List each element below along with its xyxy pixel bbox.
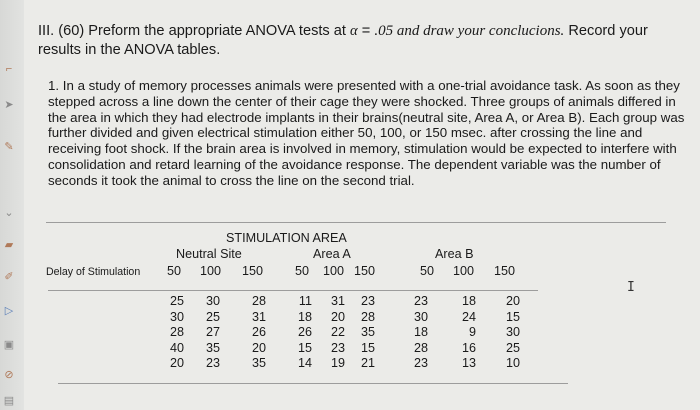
- delay-area-b-100: 100: [453, 264, 475, 278]
- table-cell: 21: [360, 356, 375, 370]
- table-cell: 26: [251, 325, 266, 339]
- table-cell: 18: [413, 325, 428, 339]
- heading-text: III. (60) Preform the appropriate ANOVA tests at: [38, 23, 351, 39]
- group-neutral-site: Neutral Site: [176, 247, 242, 261]
- table-cell: 23: [360, 294, 375, 308]
- table-cell: 30: [169, 309, 184, 324]
- table-cell: 25: [205, 309, 220, 324]
- arrow-icon[interactable]: ➤: [4, 99, 14, 111]
- delay-neutral-100: 100: [200, 264, 222, 278]
- table-cell: 30: [505, 325, 520, 339]
- table-cell: 18: [297, 309, 312, 324]
- row-label-delay: Delay of Stimulation: [46, 266, 141, 278]
- chevron-down-icon[interactable]: ⌄: [4, 207, 14, 219]
- section-heading: [38, 22, 688, 60]
- heading-italic-text: .05 and draw your conclucions.: [374, 23, 565, 39]
- table-cell: 16: [461, 340, 476, 355]
- table-cell: 26: [297, 325, 312, 339]
- group-area-a: Area A: [313, 247, 351, 261]
- table-cell: 20: [330, 309, 345, 324]
- table-cell: 23: [413, 356, 428, 370]
- delay-area-a-50: 50: [295, 264, 310, 278]
- alpha-symbol: α: [350, 23, 358, 39]
- table-cell: 11: [298, 294, 312, 308]
- table-cell: 35: [360, 325, 375, 339]
- table-cell: 15: [297, 340, 312, 355]
- annotation-toolbar: [0, 0, 24, 410]
- table-top-rule: [46, 222, 666, 223]
- table-cell: 28: [169, 325, 184, 339]
- text-cursor-icon: I: [627, 280, 635, 295]
- table-cell: 30: [205, 294, 220, 308]
- table-cell: 10: [505, 356, 520, 370]
- table-cell: 20: [251, 340, 266, 355]
- pencil-icon[interactable]: ✎: [4, 141, 14, 153]
- table-cell: 23: [413, 294, 428, 308]
- delay-area-b-50: 50: [420, 264, 435, 278]
- table-cell: 19: [330, 356, 345, 370]
- heading-line-2: results in the ANOVA tables.: [38, 42, 221, 58]
- table-cell: 23: [330, 340, 345, 355]
- table-cell: 30: [413, 309, 428, 324]
- table-cell: 40: [169, 340, 184, 355]
- image-icon[interactable]: ▣: [3, 339, 15, 351]
- delay-area-a-100: 100: [323, 264, 345, 278]
- heading-text-end: Record your: [564, 23, 648, 39]
- table-cell: 15: [505, 309, 520, 324]
- brush-icon[interactable]: ⌐: [5, 63, 13, 75]
- table-cell: 25: [169, 294, 184, 308]
- table-cell: 13: [461, 356, 476, 370]
- delay-neutral-50: 50: [167, 264, 182, 278]
- table-cell: 20: [505, 294, 520, 308]
- table-cell: 31: [251, 309, 266, 324]
- table-cell: 24: [461, 309, 476, 324]
- table-cell: 27: [205, 325, 220, 339]
- table-cell: 22: [330, 325, 345, 339]
- table-cell: 25: [505, 340, 520, 355]
- delay-area-a-150: 150: [354, 264, 376, 278]
- sticky-note-icon[interactable]: ▤: [3, 395, 15, 407]
- group-area-b: Area B: [435, 247, 474, 261]
- table-cell: 18: [461, 294, 476, 308]
- delay-area-b-150: 150: [494, 264, 516, 278]
- table-cell: 31: [330, 294, 345, 308]
- document-page: [24, 0, 700, 410]
- highlighter-icon[interactable]: ▰: [4, 239, 14, 251]
- table-cell: 35: [251, 356, 266, 370]
- table-cell: 35: [205, 340, 220, 355]
- problem-statement: 1. In a study of memory processes animals were presented with a one-trial avoidance task. As soon as they stepped across a line down the center of their cage they were shocked. Three groups of animals differed in the area in which they had electrode implants in their brains(neutral site, Area A, or Area B). Each group was further divided and given electrical stimulation either 50, 100, or 150 msec. after crossing the line and receiving foot shock. If the brain area is involved in memory, stimulation would be expected to interfere with consolidation and retard learning of the avoidance response. The dependent variable was the number of seconds it took the animal to cross the line on the second trial.: [48, 78, 685, 188]
- equals-sign: =: [357, 23, 375, 39]
- table-bottom-rule: [58, 383, 568, 384]
- eraser-icon[interactable]: ⊘: [4, 369, 14, 381]
- table-cell: 15: [360, 340, 375, 355]
- table-cell: 28: [413, 340, 428, 355]
- table-cell: 28: [251, 294, 266, 308]
- table-cell: 20: [169, 356, 184, 370]
- pen-icon[interactable]: ✐: [4, 271, 14, 283]
- table-cell: 23: [205, 356, 220, 370]
- shape-icon[interactable]: ▷: [4, 305, 14, 317]
- table-cell: 14: [297, 356, 312, 370]
- table-cell: 28: [360, 309, 375, 324]
- table-title: STIMULATION AREA: [226, 231, 347, 245]
- delay-neutral-150: 150: [242, 264, 264, 278]
- table-header-rule: [48, 290, 538, 291]
- table-cell: 9: [468, 325, 476, 339]
